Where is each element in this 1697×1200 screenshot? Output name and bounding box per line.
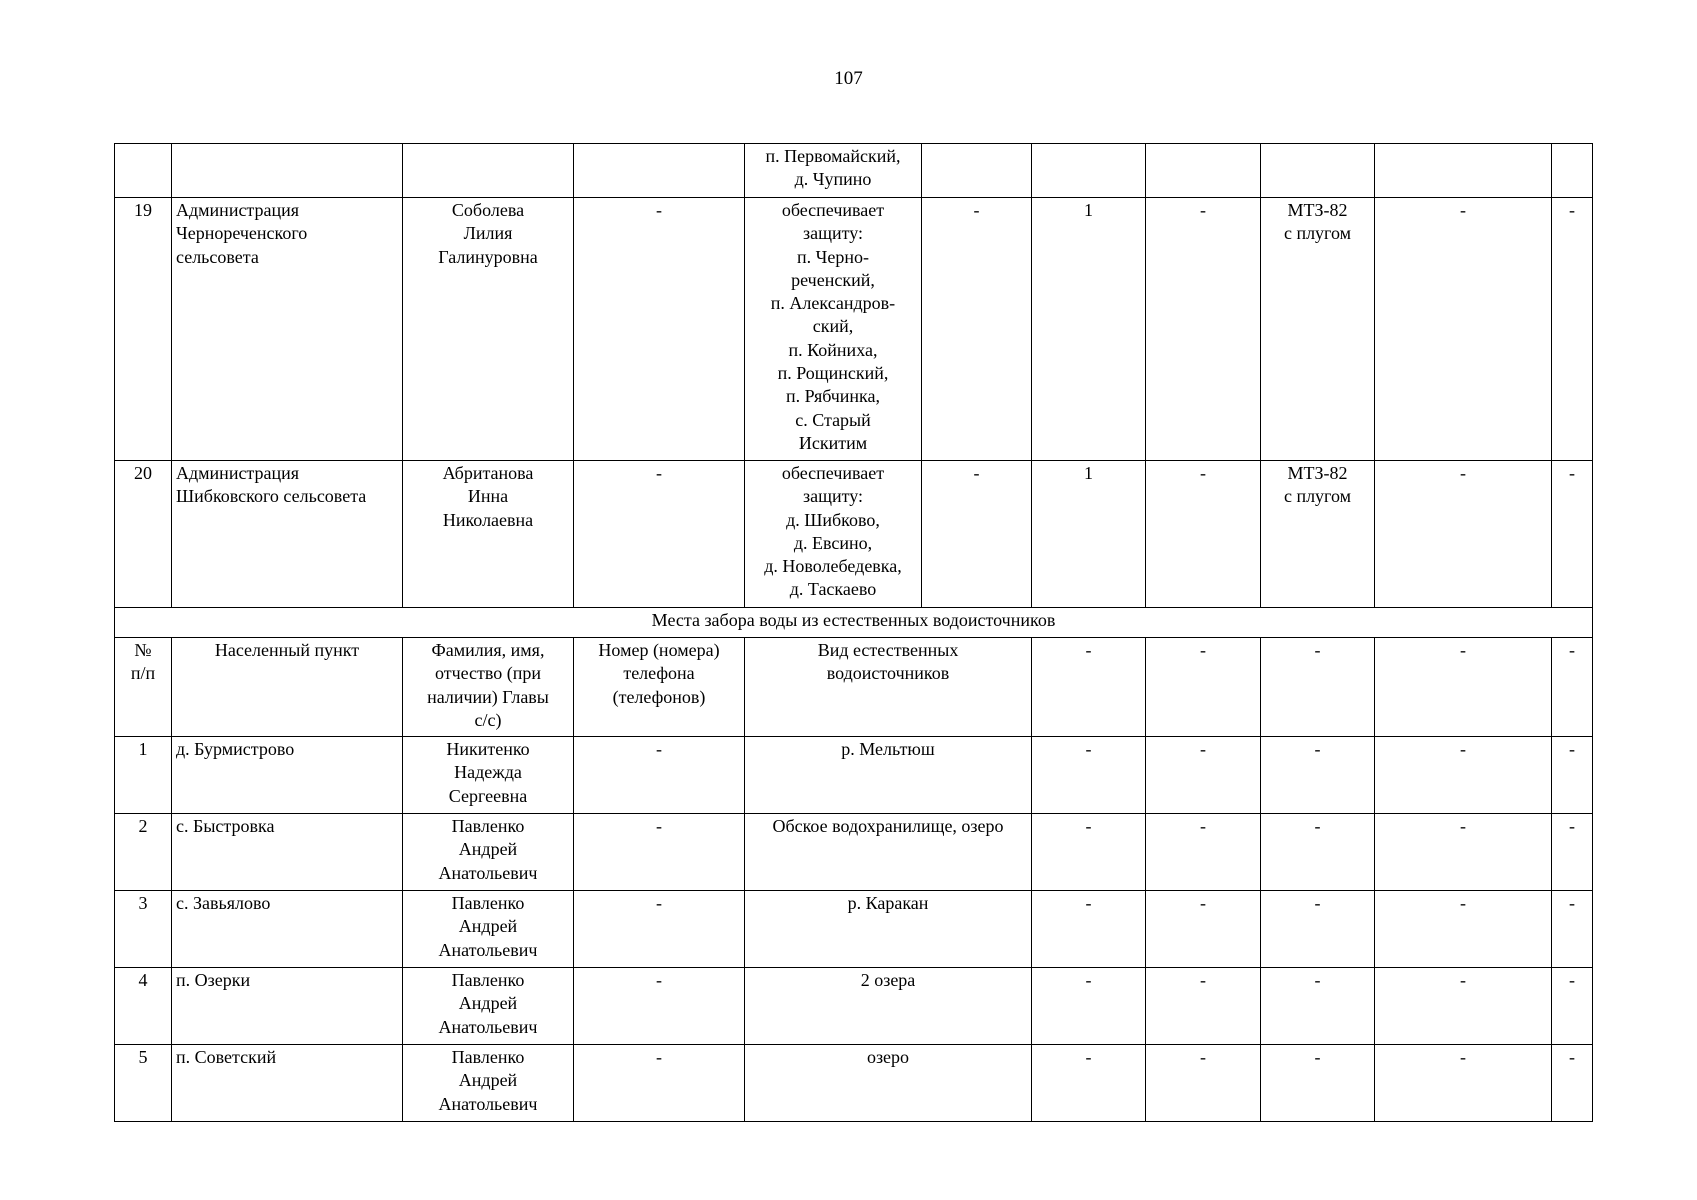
table-row-water	[115, 891, 1593, 968]
row-number: 20	[115, 461, 172, 608]
table-cell: -	[1032, 737, 1146, 814]
table-cell: -	[1261, 814, 1375, 891]
table-cell: -	[1146, 461, 1261, 608]
table-cell: -	[1146, 1045, 1261, 1122]
table-cell: -	[1032, 814, 1146, 891]
settlement-name: п. Озерки	[172, 968, 403, 1045]
table-row-admin	[115, 198, 1593, 461]
table-cell: -	[1261, 1045, 1375, 1122]
table-cell: -	[922, 198, 1032, 461]
table-row-admin	[115, 461, 1593, 608]
table-cell: 1	[1032, 198, 1146, 461]
table-cell: -	[1552, 814, 1593, 891]
head-name: Никитенко Надежда Сергеевна	[403, 737, 574, 814]
settlement-name: п. Советский	[172, 1045, 403, 1122]
head-name: Павленко Андрей Анатольевич	[403, 1045, 574, 1122]
header-source: Вид естественных водоисточников	[745, 638, 1032, 737]
section-title-row	[115, 608, 1593, 638]
row-number: 3	[115, 891, 172, 968]
table-cell: -	[1146, 891, 1261, 968]
table-cell	[115, 144, 172, 198]
table-cell: -	[1146, 198, 1261, 461]
table-cell: -	[1375, 891, 1552, 968]
table-cell	[1261, 144, 1375, 198]
head-name: Павленко Андрей Анатольевич	[403, 814, 574, 891]
table-cell: -	[1552, 968, 1593, 1045]
table-cell: -	[1032, 891, 1146, 968]
table-cell: -	[1375, 1045, 1552, 1122]
phone-cell: -	[574, 461, 745, 608]
table-cell: -	[1032, 1045, 1146, 1122]
table-cell: 1	[1032, 461, 1146, 608]
admin-name: Администрация Шибковского сельсовета	[172, 461, 403, 608]
equipment-cell: МТЗ-82 с плугом	[1261, 461, 1375, 608]
settlements-cell: обеспечивает защиту: п. Черно- реченский, п. Александров- ский, п. Койниха, п. Рощинский, п. Рябчинка, с. Старый Искитим	[745, 198, 922, 461]
phone-cell: -	[574, 1045, 745, 1122]
phone-cell: -	[574, 737, 745, 814]
head-name: Павленко Андрей Анатольевич	[403, 968, 574, 1045]
water-source: озеро	[745, 1045, 1032, 1122]
table-cell: -	[1032, 968, 1146, 1045]
table-cell: -	[1552, 737, 1593, 814]
table-cell	[574, 144, 745, 198]
table-cell: -	[1375, 198, 1552, 461]
row-number: 4	[115, 968, 172, 1045]
table-cell: -	[1552, 891, 1593, 968]
table-cell: -	[1146, 638, 1261, 737]
settlement-name: с. Завьялово	[172, 891, 403, 968]
table-cell: -	[1552, 198, 1593, 461]
settlements-cell: п. Первомайский, д. Чупино	[745, 144, 922, 198]
phone-cell: -	[574, 198, 745, 461]
table-cell	[1032, 144, 1146, 198]
water-source: р. Каракан	[745, 891, 1032, 968]
table-cell: -	[1261, 891, 1375, 968]
settlements-cell: обеспечивает защиту: д. Шибково, д. Евсино, д. Новолебедевка, д. Таскаево	[745, 461, 922, 608]
water-source: Обское водохранилище, озеро	[745, 814, 1032, 891]
table-cell: -	[1261, 968, 1375, 1045]
table-cell: -	[1375, 461, 1552, 608]
table-cell: -	[1375, 737, 1552, 814]
table-row-water	[115, 737, 1593, 814]
table-cell: -	[1552, 461, 1593, 608]
water-source: 2 озера	[745, 968, 1032, 1045]
table-cell	[1146, 144, 1261, 198]
row-number: 19	[115, 198, 172, 461]
head-name: Павленко Андрей Анатольевич	[403, 891, 574, 968]
table-cell: -	[1375, 814, 1552, 891]
table-cell: -	[922, 461, 1032, 608]
table-row-water	[115, 814, 1593, 891]
header-num: № п/п	[115, 638, 172, 737]
row-number: 2	[115, 814, 172, 891]
table-cell: -	[1032, 638, 1146, 737]
table-row-water	[115, 1045, 1593, 1122]
table-cell: -	[1146, 968, 1261, 1045]
phone-cell: -	[574, 891, 745, 968]
table-cell	[922, 144, 1032, 198]
table-cell: -	[1261, 638, 1375, 737]
settlements-table	[114, 143, 1593, 1122]
table-cell	[172, 144, 403, 198]
table-cell: -	[1261, 737, 1375, 814]
table-cell	[403, 144, 574, 198]
head-name: Соболева Лилия Галинуровна	[403, 198, 574, 461]
settlement-name: с. Быстровка	[172, 814, 403, 891]
equipment-cell: МТЗ-82 с плугом	[1261, 198, 1375, 461]
table-header-row	[115, 638, 1593, 737]
page-number: 107	[834, 68, 863, 89]
header-phone: Номер (номера) телефона (телефонов)	[574, 638, 745, 737]
table-cell: -	[1375, 638, 1552, 737]
row-number: 5	[115, 1045, 172, 1122]
admin-name: Администрация Чернореченского сельсовета	[172, 198, 403, 461]
header-settlement: Населенный пункт	[172, 638, 403, 737]
phone-cell: -	[574, 968, 745, 1045]
table-cell: -	[1146, 737, 1261, 814]
head-name: Абританова Инна Николаевна	[403, 461, 574, 608]
table-cell	[1375, 144, 1552, 198]
table-cell	[1552, 144, 1593, 198]
table-row-continuation	[115, 144, 1593, 198]
section-title: Места забора воды из естественных водоисточников	[115, 608, 1593, 638]
table-cell: -	[1552, 1045, 1593, 1122]
row-number: 1	[115, 737, 172, 814]
water-source: р. Мельтюш	[745, 737, 1032, 814]
phone-cell: -	[574, 814, 745, 891]
table-cell: -	[1146, 814, 1261, 891]
table-cell: -	[1375, 968, 1552, 1045]
table-row-water	[115, 968, 1593, 1045]
settlement-name: д. Бурмистрово	[172, 737, 403, 814]
table-cell: -	[1552, 638, 1593, 737]
header-head: Фамилия, имя, отчество (при наличии) Главы с/с)	[403, 638, 574, 737]
